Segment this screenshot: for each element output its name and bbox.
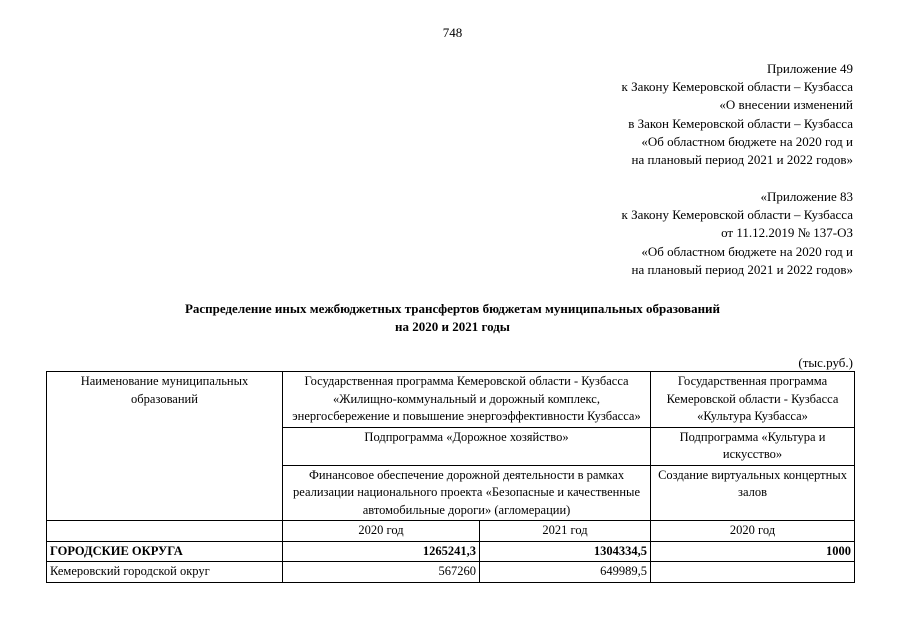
header-year-2020: 2020 год [283,521,480,542]
appendix-line: в Закон Кемеровской области – Кузбасса [628,115,853,131]
appendix-line: «Приложение 83 [760,189,853,204]
row-value-2020: 1265241,3 [283,541,480,562]
units-label: (тыс.руб.) [798,355,853,370]
title-line-2: на 2020 и 2021 годы [395,319,510,334]
appendix-83-header [622,188,854,279]
header-row-programs [47,372,855,428]
appendix-49-header [622,60,854,169]
row-value-2020: 567260 [283,562,480,583]
header-year-2021: 2021 год [480,521,651,542]
table-row [47,541,855,562]
appendix-line: от 11.12.2019 № 137-ОЗ [721,225,853,241]
row-value-culture-2020 [651,562,855,583]
page-number: 748 [442,25,463,40]
table-row [47,562,855,583]
header-subprogram-culture: Подпрограмма «Культура и искусство» [651,427,855,465]
appendix-line: Приложение 49 [766,61,853,76]
appendix-line: к Закону Кемеровской области – Кузбасса [621,207,853,223]
row-name: ГОРОДСКИЕ ОКРУГА [47,541,283,562]
appendix-line: «Об областном бюджете на 2020 год и [641,133,853,149]
appendix-line: «О внесении изменений [719,97,853,113]
document-title [0,300,905,336]
appendix-line: «Об областном бюджете на 2020 год и [641,243,853,259]
appendix-line: на плановый период 2021 и 2022 годов» [631,152,853,168]
header-activity-roads: Финансовое обеспечение дорожной деятельности в рамках реализации национального проекта «Безопасные и качественные автомобильные дороги» (агломерации) [283,465,651,521]
header-activity-concert-halls: Создание виртуальных концертных залов [651,465,855,521]
appendix-line: на плановый период 2021 и 2022 годов» [631,261,853,277]
header-municipality: Наименование муниципальных образований [47,372,283,521]
title-line-1: Распределение иных межбюджетных трансфертов бюджетам муниципальных образований [184,301,721,316]
transfers-table [46,371,855,583]
header-program-culture: Государственная программа Кемеровской области - Кузбасса «Культура Кузбасса» [651,372,855,428]
header-year-2020-culture: 2020 год [651,521,855,542]
header-empty-cell [47,521,283,542]
appendix-line: к Закону Кемеровской области – Кузбасса [621,79,853,95]
header-subprogram-roads: Подпрограмма «Дорожное хозяйство» [283,427,651,465]
header-row-years [47,521,855,542]
row-value-2021: 1304334,5 [480,541,651,562]
row-name: Кемеровский городской округ [47,562,283,583]
row-value-2021: 649989,5 [480,562,651,583]
header-program-housing-roads: Государственная программа Кемеровской области - Кузбасса «Жилищно-коммунальный и дорожный комплекс, энергосбережение и повышение энергоэффективности Кузбасса» [283,372,651,428]
row-value-culture-2020: 1000 [651,541,855,562]
